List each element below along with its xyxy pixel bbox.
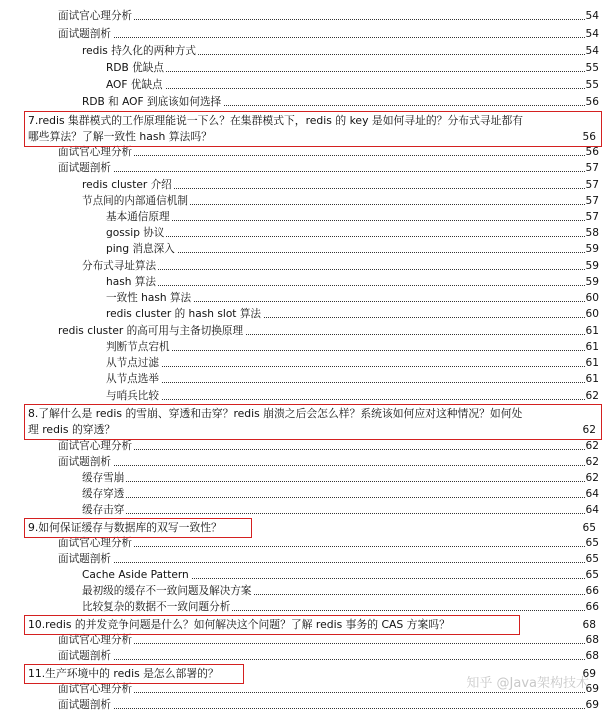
toc-entry-title: redis 持久化的两种方式	[82, 45, 196, 57]
dot-leader	[58, 659, 585, 660]
toc-entry-page: 59	[585, 276, 599, 288]
dot-leader	[106, 350, 585, 351]
toc-entry-page: 57	[585, 179, 599, 191]
section-heading-line: 9.如何保证缓存与数据库的双写一致性？	[28, 521, 222, 534]
dot-leader	[106, 236, 585, 237]
toc-entry-title: Cache Aside Pattern	[82, 569, 189, 581]
toc-entry-page: 62	[585, 440, 599, 452]
section-heading-title	[28, 520, 222, 536]
toc-entry-page: 56	[585, 146, 599, 158]
section-heading-title	[28, 666, 219, 682]
section-heading-title	[28, 617, 450, 633]
toc-entry-title: 面试题剖析	[58, 553, 111, 565]
toc-entry-title: redis cluster 的高可用与主备切换原理	[58, 325, 244, 337]
toc-entry[interactable]	[0, 290, 603, 306]
toc-entry-page: 68	[585, 634, 599, 646]
toc-entry-title: hash 算法	[106, 276, 156, 288]
dot-leader	[106, 220, 585, 221]
toc-entry-title: 面试题剖析	[58, 162, 111, 174]
section-heading-line: 11.生产环境中的 redis 是怎么部署的？	[28, 667, 219, 680]
toc-entry-page: 65	[585, 569, 599, 581]
toc-entry[interactable]	[0, 225, 603, 241]
toc-entry-page: 59	[585, 243, 599, 255]
toc-entry-title: 判断节点宕机	[106, 341, 170, 353]
toc-entry-page: 54	[585, 10, 599, 22]
toc-entry[interactable]	[0, 77, 603, 93]
toc-entry[interactable]	[0, 454, 603, 470]
dot-leader	[106, 285, 585, 286]
toc-entry[interactable]	[0, 26, 603, 42]
toc-entry-page: 57	[585, 162, 599, 174]
toc-entry[interactable]	[0, 274, 603, 290]
toc-entry-title: 面试官心理分析	[58, 683, 133, 695]
section-heading[interactable]	[24, 111, 600, 147]
toc-entry-page: 62	[585, 390, 599, 402]
toc-entry-page: 62	[585, 456, 599, 468]
toc-entry-page: 61	[585, 373, 599, 385]
toc-entry-title: 面试题剖析	[58, 456, 111, 468]
toc-entry-page: 61	[585, 341, 599, 353]
toc-entry-title: 基本通信原理	[106, 211, 170, 223]
toc-entry-page: 65	[585, 553, 599, 565]
toc-entry-page: 57	[585, 211, 599, 223]
toc-entry-title: 与哨兵比较	[106, 390, 159, 402]
toc-entry-title: 面试官心理分析	[58, 634, 133, 646]
toc-entry-title: AOF 优缺点	[106, 79, 163, 91]
toc-entry-page: 59	[585, 260, 599, 272]
toc-entry[interactable]	[0, 567, 603, 583]
section-heading-page: 69	[582, 668, 596, 680]
toc-entry[interactable]	[0, 193, 603, 209]
toc-entry-title: RDB 优缺点	[106, 62, 164, 74]
toc-entry-page: 64	[585, 504, 599, 516]
toc-entry[interactable]	[0, 241, 603, 257]
section-heading-title	[28, 113, 523, 145]
toc-entry-title: 从节点过滤	[106, 357, 159, 369]
dot-leader	[58, 643, 585, 644]
section-heading[interactable]	[24, 404, 600, 440]
toc-entry[interactable]	[0, 160, 603, 176]
section-heading-title	[28, 406, 522, 438]
section-heading-line: 7.redis 集群模式的工作原理能说一下么？在集群模式下，redis 的 key 是如何寻址的？分布式寻址都有	[28, 114, 524, 127]
toc-entry[interactable]	[0, 339, 603, 355]
toc-entry[interactable]	[0, 355, 603, 371]
toc-entry-title: 面试题剖析	[58, 28, 111, 40]
toc-entry[interactable]	[0, 43, 603, 59]
toc-entry-page: 60	[585, 308, 599, 320]
toc-entry-title: 比较复杂的数据不一致问题分析	[82, 601, 231, 613]
toc-entry-page: 69	[585, 683, 599, 695]
dot-leader	[82, 497, 585, 498]
toc-entry[interactable]	[0, 502, 603, 518]
toc-entry-title: 缓存击穿	[82, 504, 125, 516]
toc-entry[interactable]	[0, 258, 603, 274]
toc-entry-title: 面试题剖析	[58, 650, 111, 662]
toc-entry[interactable]	[0, 60, 603, 76]
section-heading-page: 65	[582, 522, 596, 534]
toc-entry-page: 61	[585, 325, 599, 337]
toc-entry[interactable]	[0, 648, 603, 664]
toc-entry-page: 54	[585, 28, 599, 40]
toc-entry-title: 面试题剖析	[58, 699, 111, 711]
toc-entry-title: redis cluster 介绍	[82, 179, 172, 191]
toc-entry[interactable]	[0, 470, 603, 486]
dot-leader	[106, 382, 585, 383]
section-heading-line: 哪些算法？了解一致性 hash 算法吗？	[28, 130, 212, 143]
toc-entry-title: ping 消息深入	[106, 243, 175, 255]
toc-entry-page: 68	[585, 650, 599, 662]
toc-entry[interactable]	[0, 177, 603, 193]
toc-entry-title: 面试官心理分析	[58, 537, 133, 549]
toc-entry-title: 面试官心理分析	[58, 146, 133, 158]
dot-leader	[58, 171, 585, 172]
toc-entry-title: 最初级的缓存不一致问题及解决方案	[82, 585, 252, 597]
toc-entry[interactable]	[0, 209, 603, 225]
dot-leader	[58, 155, 585, 156]
toc-entry-page: 58	[585, 227, 599, 239]
section-heading-line: 理 redis 的穿透？	[28, 423, 116, 436]
toc-entry-page: 64	[585, 488, 599, 500]
dot-leader	[58, 692, 585, 693]
dot-leader	[106, 366, 585, 367]
toc-entry-title: 面试官心理分析	[58, 10, 133, 22]
toc-entry[interactable]	[0, 323, 603, 339]
toc-entry-page: 57	[585, 195, 599, 207]
toc-entry-page: 60	[585, 292, 599, 304]
toc-entry-page: 61	[585, 357, 599, 369]
toc-entry-page: 65	[585, 537, 599, 549]
dot-leader	[106, 252, 585, 253]
section-heading-page: 62	[582, 424, 596, 436]
toc-entry-title: 分布式寻址算法	[82, 260, 157, 272]
toc-entry-title: gossip 协议	[106, 227, 165, 239]
dot-leader	[58, 465, 585, 466]
section-heading-page: 56	[582, 131, 596, 143]
toc-entry[interactable]	[0, 8, 603, 24]
toc-entry[interactable]	[0, 438, 603, 454]
toc-entry[interactable]	[0, 306, 603, 322]
toc-entry-title: 缓存穿透	[82, 488, 125, 500]
toc-entry[interactable]	[0, 599, 603, 615]
dot-leader	[58, 546, 585, 547]
toc-entry-title: RDB 和 AOF 到底该如何选择	[82, 96, 222, 108]
dot-leader	[106, 399, 585, 400]
toc-entry-page: 62	[585, 472, 599, 484]
toc-entry-page: 54	[585, 45, 599, 57]
toc-entry-page: 56	[585, 96, 599, 108]
dot-leader	[58, 19, 585, 20]
toc-entry-title: 节点间的内部通信机制	[82, 195, 188, 207]
dot-leader	[82, 481, 585, 482]
toc-entry-page: 66	[585, 601, 599, 613]
section-heading-line: 8.了解什么是 redis 的雪崩、穿透和击穿？redis 崩溃之后会怎么样？系统该如何应对这种情况？如何处	[28, 407, 523, 420]
toc-entry-title: 从节点选举	[106, 373, 159, 385]
toc-entry[interactable]	[0, 583, 603, 599]
section-heading-line: 10.redis 的并发竞争问题是什么？如何解决这个问题？了解 redis 事务的 CAS 方案吗？	[28, 618, 450, 631]
toc-entry-page: 66	[585, 585, 599, 597]
toc-entry-page: 55	[585, 79, 599, 91]
toc-entry-title: 缓存雪崩	[82, 472, 125, 484]
section-heading[interactable]	[24, 615, 600, 635]
toc-entry[interactable]	[0, 94, 603, 110]
toc-entry[interactable]	[0, 371, 603, 387]
toc-entry-page: 69	[585, 699, 599, 711]
dot-leader	[106, 88, 585, 89]
section-heading-page: 68	[582, 619, 596, 631]
toc-entry-page: 55	[585, 62, 599, 74]
toc-entry-title: 面试官心理分析	[58, 440, 133, 452]
toc-entry[interactable]	[0, 551, 603, 567]
toc-entry[interactable]	[0, 486, 603, 502]
toc-entry-title: redis cluster 的 hash slot 算法	[106, 308, 262, 320]
toc-entry-title: 一致性 hash 算法	[106, 292, 192, 304]
dot-leader	[58, 37, 585, 38]
dot-leader	[58, 449, 585, 450]
section-heading[interactable]	[24, 518, 600, 538]
watermark: 知乎 @Java架构技术	[466, 676, 589, 691]
dot-leader	[106, 71, 585, 72]
dot-leader	[58, 708, 585, 709]
dot-leader	[82, 513, 585, 514]
toc-entry[interactable]	[0, 388, 603, 404]
dot-leader	[58, 562, 585, 563]
